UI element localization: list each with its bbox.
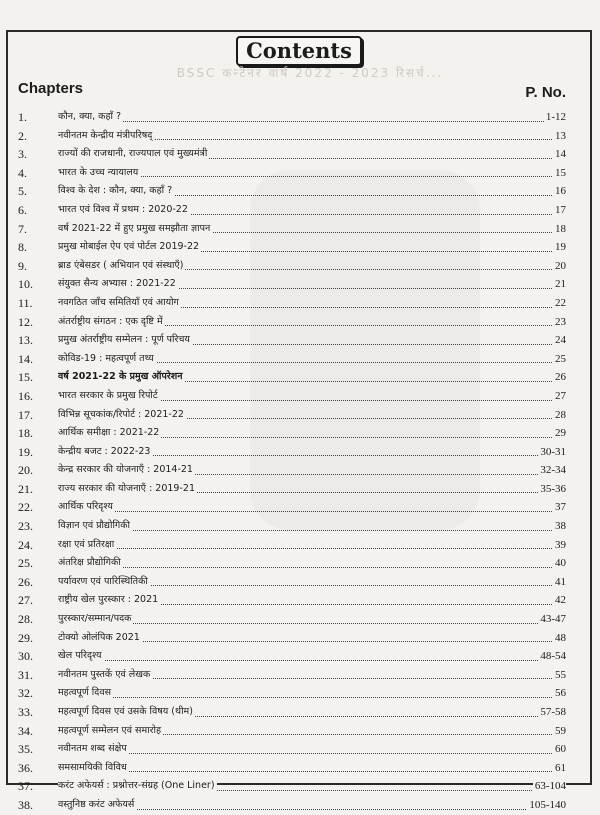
toc-row	[18, 257, 566, 276]
chapter-title: महत्वपूर्ण दिवस	[58, 684, 113, 703]
chapter-number: 4.	[18, 165, 27, 180]
table-of-contents	[18, 108, 566, 815]
toc-row	[18, 164, 566, 183]
chapter-number: 13.	[18, 333, 33, 348]
dotted-leader	[58, 511, 566, 512]
chapter-number: 23.	[18, 519, 33, 534]
chapter-page-number: 19	[553, 238, 566, 257]
chapter-page-number: 26	[553, 368, 566, 387]
toc-row	[18, 610, 566, 629]
chapter-title: वर्ष 2021-22 में हुए प्रमुख समझौता ज्ञापन	[58, 220, 212, 239]
chapter-title: कौन, क्या, कहाँ ?	[58, 108, 123, 127]
chapter-number: 34.	[18, 723, 33, 738]
chapter-number: 31.	[18, 667, 33, 682]
chapter-page-number: 40	[553, 554, 566, 573]
chapter-number: 27.	[18, 593, 33, 608]
chapter-page-number: 27	[553, 387, 566, 406]
toc-row	[18, 536, 566, 555]
chapter-page-number: 105-140	[527, 796, 566, 815]
chapter-page-number: 43-47	[538, 610, 566, 629]
chapter-title: पुरस्कार/सम्मान/पदक	[58, 610, 133, 629]
chapter-page-number: 13	[553, 127, 566, 146]
toc-row	[18, 498, 566, 517]
chapter-title: करंट अफेयर्स : प्रश्नोत्तर-संग्रह (One Liner)	[58, 777, 217, 796]
chapter-page-number: 60	[553, 740, 566, 759]
chapter-number: 26.	[18, 574, 33, 589]
dotted-leader	[58, 660, 566, 661]
chapter-number: 35.	[18, 742, 33, 757]
chapter-number: 19.	[18, 444, 33, 459]
chapter-number: 38.	[18, 797, 33, 812]
contents-title: Contents	[236, 36, 362, 66]
chapter-number: 10.	[18, 277, 33, 292]
chapter-number: 29.	[18, 630, 33, 645]
toc-row	[18, 629, 566, 648]
chapter-page-number: 38	[553, 517, 566, 536]
chapter-number: 32.	[18, 686, 33, 701]
toc-row	[18, 796, 566, 815]
toc-row	[18, 647, 566, 666]
toc-row	[18, 313, 566, 332]
toc-row	[18, 424, 566, 443]
chapter-number: 22.	[18, 500, 33, 515]
chapter-page-number: 56	[553, 684, 566, 703]
chapter-page-number: 37	[553, 498, 566, 517]
chapter-page-number: 24	[553, 331, 566, 350]
toc-row	[18, 480, 566, 499]
toc-row	[18, 182, 566, 201]
toc-row	[18, 201, 566, 220]
dotted-leader	[58, 697, 566, 698]
chapter-number: 8.	[18, 240, 27, 255]
dotted-leader	[58, 623, 566, 624]
chapter-page-number: 41	[553, 573, 566, 592]
chapter-title: भारत के उच्च न्यायालय	[58, 164, 140, 183]
chapter-title: ब्राड एंबेसडर ( अभियान एवं संस्थाएँ)	[58, 257, 185, 276]
chapter-page-number: 21	[553, 275, 566, 294]
toc-row	[18, 461, 566, 480]
chapter-number: 28.	[18, 612, 33, 627]
chapter-page-number: 32-34	[538, 461, 566, 480]
chapter-title: भारत एवं विश्व में प्रथम : 2020-22	[58, 201, 190, 220]
toc-row	[18, 684, 566, 703]
chapter-page-number: 22	[553, 294, 566, 313]
chapter-number: 16.	[18, 388, 33, 403]
chapter-number: 6.	[18, 202, 27, 217]
toc-row	[18, 573, 566, 592]
toc-row	[18, 350, 566, 369]
chapter-title: टोक्यो ओलंपिक 2021	[58, 629, 142, 648]
chapter-title: केन्द्रीय बजट : 2022-23	[58, 443, 152, 462]
toc-row	[18, 517, 566, 536]
chapter-title: केन्द्र सरकार की योजनाएँ : 2014-21	[58, 461, 195, 480]
chapter-title: आर्थिक समीक्षा : 2021-22	[58, 424, 161, 443]
toc-row	[18, 331, 566, 350]
faded-banner-text: BSSC कन्टेनर वार्ष 2022 - 2023 रिसर्च...	[176, 66, 444, 80]
chapter-number: 21.	[18, 481, 33, 496]
chapter-number: 7.	[18, 221, 27, 236]
chapter-title: पर्यावरण एवं पारिस्थितिकी	[58, 573, 150, 592]
chapter-page-number: 63-104	[533, 777, 566, 796]
chapter-number: 3.	[18, 147, 27, 162]
chapter-title: आर्थिक परिदृश्य	[58, 498, 115, 517]
toc-row	[18, 703, 566, 722]
toc-row	[18, 294, 566, 313]
dotted-leader	[58, 771, 566, 772]
chapter-title: महत्वपूर्ण दिवस एवं उसके विषय (थीम)	[58, 703, 195, 722]
chapter-page-number: 59	[553, 722, 566, 741]
chapter-page-number: 61	[553, 759, 566, 778]
chapter-title: अंतर्राष्ट्रीय संगठन : एक दृष्टि में	[58, 313, 165, 332]
toc-row	[18, 145, 566, 164]
chapter-number: 17.	[18, 407, 33, 422]
chapter-title: भारत सरकार के प्रमुख रिपोर्ट	[58, 387, 160, 406]
chapter-title: समसामयिकी विविध	[58, 759, 129, 778]
chapter-title: विज्ञान एवं प्रौद्योगिकी	[58, 517, 132, 536]
chapter-page-number: 16	[553, 182, 566, 201]
toc-row	[18, 238, 566, 257]
dotted-leader	[58, 567, 566, 568]
chapters-heading: Chapters	[18, 80, 84, 97]
chapter-page-number: 39	[553, 536, 566, 555]
chapter-title: महत्वपूर्ण सम्मेलन एवं समारोह	[58, 722, 163, 741]
chapter-title: विभिन्न सूचकांक/रिपोर्ट : 2021-22	[58, 406, 186, 425]
dotted-leader	[58, 753, 566, 754]
chapter-number: 18.	[18, 426, 33, 441]
chapter-title: नवीनतम शब्द संक्षेप	[58, 740, 129, 759]
chapter-page-number: 55	[553, 666, 566, 685]
chapter-title: प्रमुख मोबाईल ऐप एवं पोर्टल 2019-22	[58, 238, 201, 257]
toc-row	[18, 722, 566, 741]
chapter-number: 37.	[18, 779, 33, 794]
chapter-page-number: 28	[553, 406, 566, 425]
chapter-page-number: 48	[553, 629, 566, 648]
chapter-number: 25.	[18, 556, 33, 571]
toc-row	[18, 740, 566, 759]
chapter-number: 14.	[18, 351, 33, 366]
chapter-title: रक्षा एवं प्रतिरक्षा	[58, 536, 116, 555]
chapter-number: 5.	[18, 184, 27, 199]
chapter-page-number: 17	[553, 201, 566, 220]
chapter-title: राष्ट्रीय खेल पुरस्कार : 2021	[58, 591, 160, 610]
chapter-number: 15.	[18, 370, 33, 385]
toc-row	[18, 759, 566, 778]
chapter-title: राज्य सरकार की योजनाएँ : 2019-21	[58, 480, 197, 499]
chapter-page-number: 23	[553, 313, 566, 332]
toc-row	[18, 777, 566, 796]
chapter-title: वर्ष 2021-22 के प्रमुख ऑपरेशन	[58, 368, 185, 387]
toc-row	[18, 554, 566, 573]
chapter-number: 30.	[18, 649, 33, 664]
chapter-page-number: 35-36	[538, 480, 566, 499]
chapter-title: राज्यों की राजधानी, राज्यपाल एवं मुख्यमंत्री	[58, 145, 209, 164]
chapter-number: 33.	[18, 705, 33, 719]
chapter-number: 1.	[18, 110, 27, 124]
chapter-page-number: 1-12	[544, 108, 566, 127]
toc-row	[18, 443, 566, 462]
chapter-page-number: 42	[553, 591, 566, 610]
toc-row	[18, 275, 566, 294]
chapter-page-number: 15	[553, 164, 566, 183]
toc-row	[18, 108, 566, 127]
chapter-page-number: 14	[553, 145, 566, 164]
chapter-title: नवगठित जाँच समितियाँ एवं आयोग	[58, 294, 181, 313]
chapter-title: वस्तुनिष्ठ करंट अफेयर्स	[58, 796, 136, 815]
chapter-number: 24.	[18, 537, 33, 552]
chapter-title: खेल परिदृश्य	[58, 647, 104, 666]
chapter-number: 9.	[18, 258, 27, 273]
chapter-title: विश्व के देश : कौन, क्या, कहाँ ?	[58, 182, 174, 201]
chapter-number: 36.	[18, 760, 33, 775]
chapter-number: 20.	[18, 463, 33, 478]
dotted-leader	[58, 548, 566, 549]
toc-row	[18, 387, 566, 406]
chapter-page-number: 29	[553, 424, 566, 443]
toc-row	[18, 368, 566, 387]
chapter-page-number: 57-58	[538, 703, 566, 722]
chapter-page-number: 20	[553, 257, 566, 276]
page-number-heading: P. No.	[525, 84, 566, 101]
chapter-page-number: 48-54	[538, 647, 566, 666]
chapter-title: संयुक्त सैन्य अभ्यास : 2021-22	[58, 275, 178, 294]
toc-row	[18, 127, 566, 146]
chapter-title: कोविड-19 : महत्वपूर्ण तथ्य	[58, 350, 156, 369]
chapter-title: नवीनतम केन्द्रीय मंत्रीपरिषद्	[58, 127, 154, 146]
dotted-leader	[58, 121, 566, 122]
toc-row	[18, 406, 566, 425]
chapter-title: अंतरिक्ष प्रौद्योगिकी	[58, 554, 123, 573]
chapter-number: 12.	[18, 314, 33, 329]
chapter-title: प्रमुख अंतर्राष्ट्रीय सम्मेलन : पूर्ण परिचय	[58, 331, 192, 350]
chapter-page-number: 25	[553, 350, 566, 369]
chapter-page-number: 30-31	[538, 443, 566, 462]
toc-row	[18, 591, 566, 610]
toc-row	[18, 666, 566, 685]
dotted-leader	[58, 530, 566, 531]
toc-row	[18, 220, 566, 239]
chapter-number: 2.	[18, 128, 27, 143]
chapter-title: नवीनतम पुस्तकें एवं लेखक	[58, 666, 152, 685]
chapter-page-number: 18	[553, 220, 566, 239]
chapter-number: 11.	[18, 295, 33, 310]
